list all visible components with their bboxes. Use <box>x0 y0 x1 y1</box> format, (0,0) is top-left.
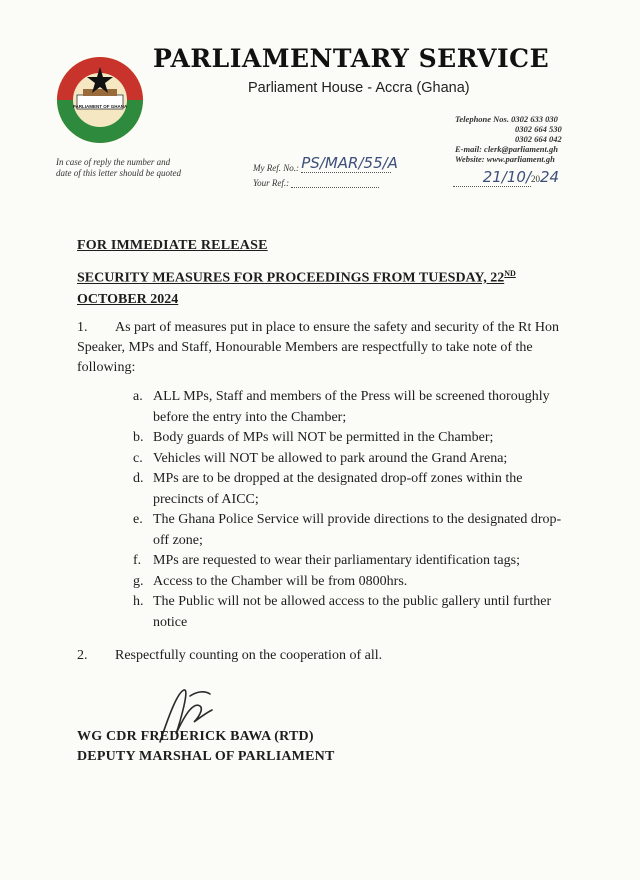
list-marker: c. <box>133 450 143 466</box>
telephone-3: 0302 664 042 <box>515 134 562 144</box>
release-label: FOR IMMEDIATE RELEASE <box>77 238 268 253</box>
email-address: clerk@parliament.gh <box>484 144 558 154</box>
list-item <box>133 510 563 551</box>
list-marker: e. <box>133 512 143 527</box>
list-marker: h. <box>133 594 144 609</box>
list-item-text: Body guards of MPs will NOT be permitted in the Chamber; <box>153 430 494 445</box>
list-item-text: Vehicles will NOT be allowed to park around the Grand Arena; <box>153 450 508 466</box>
paragraph-1 <box>77 318 567 378</box>
my-ref-label: My Ref. No.: <box>253 163 299 173</box>
list-item <box>133 469 563 510</box>
organization-address: Parliament House - Accra (Ghana) <box>248 80 470 96</box>
letter-date <box>453 168 559 187</box>
email-row <box>455 144 562 154</box>
signatory-title: DEPUTY MARSHAL OF PARLIAMENT <box>77 749 335 764</box>
list-item <box>133 387 563 428</box>
date-year-prefix: 20 <box>531 174 540 184</box>
list-item-text: Access to the Chamber will be from 0800hrs. <box>153 573 408 589</box>
list-item-text: MPs are to be dropped at the designated drop-off zones within the precincts of AICC; <box>153 471 523 507</box>
list-marker: b. <box>133 430 144 445</box>
list-item-text: The Public will not be allowed access to the public gallery until further notice <box>153 594 552 630</box>
telephone-2: 0302 664 530 <box>515 124 562 134</box>
date-year-suffix: 24 <box>540 168 560 186</box>
paragraph-1-text: As part of measures put in place to ensure the safety and security of the Rt Hon Speaker, MPs and Staff, Honourable Members are respectfully to take note of the following: <box>77 320 559 375</box>
my-ref-value: PS/MAR/55/A <box>301 154 398 172</box>
list-item-text: MPs are requested to wear their parliamentary identification tags; <box>153 553 520 568</box>
list-item <box>133 551 563 572</box>
paragraph-1-number: 1. <box>77 320 88 335</box>
your-ref-blank <box>291 179 379 188</box>
list-marker: g. <box>133 573 144 589</box>
contact-block <box>455 114 562 164</box>
website-address: www.parliament.gh <box>486 154 555 164</box>
subject-line-1: SECURITY MEASURES FOR PROCEEDINGS FROM TUESDAY, 22 <box>77 270 505 286</box>
paragraph-2 <box>77 648 382 664</box>
website-label: Website: <box>455 154 485 164</box>
measures-list <box>133 387 563 633</box>
telephone-row <box>455 114 562 124</box>
subject-line-2: OCTOBER 2024 <box>77 291 179 307</box>
parliament-crest-logo <box>55 55 145 145</box>
your-ref-line <box>253 178 379 188</box>
list-item-text: The Ghana Police Service will provide directions to the designated drop-off zone; <box>153 512 562 548</box>
list-marker: f. <box>133 553 142 568</box>
list-marker: a. <box>133 389 143 404</box>
crest-text: PARLIAMENT OF GHANA <box>72 104 128 109</box>
website-row <box>455 154 562 164</box>
list-item <box>133 592 563 633</box>
email-label: E-mail: <box>455 144 482 154</box>
paragraph-2-text: Respectfully counting on the cooperation of all. <box>115 648 383 663</box>
list-item <box>133 572 563 593</box>
date-day-month: 21/10/ <box>453 168 531 187</box>
telephone-1: 0302 633 030 <box>511 114 558 124</box>
list-marker: d. <box>133 471 144 486</box>
reply-note: In case of reply the number and date of this letter should be quoted <box>56 157 181 178</box>
list-item <box>133 449 563 470</box>
subject-superscript: ND <box>504 269 516 278</box>
list-item-text: ALL MPs, Staff and members of the Press will be screened thoroughly before the entry into the Chamber; <box>153 389 550 425</box>
signatory-name: WG CDR FREDERICK BAWA (RTD) <box>77 729 314 744</box>
list-item <box>133 428 563 449</box>
subject-heading <box>77 263 572 310</box>
signatory-block <box>77 727 334 767</box>
my-ref-line <box>253 154 398 173</box>
organization-name: PARLIAMENTARY SERVICE <box>153 44 550 73</box>
paragraph-2-number: 2. <box>77 648 88 663</box>
your-ref-label: Your Ref.: <box>253 178 290 188</box>
telephone-label: Telephone Nos. <box>455 114 509 124</box>
